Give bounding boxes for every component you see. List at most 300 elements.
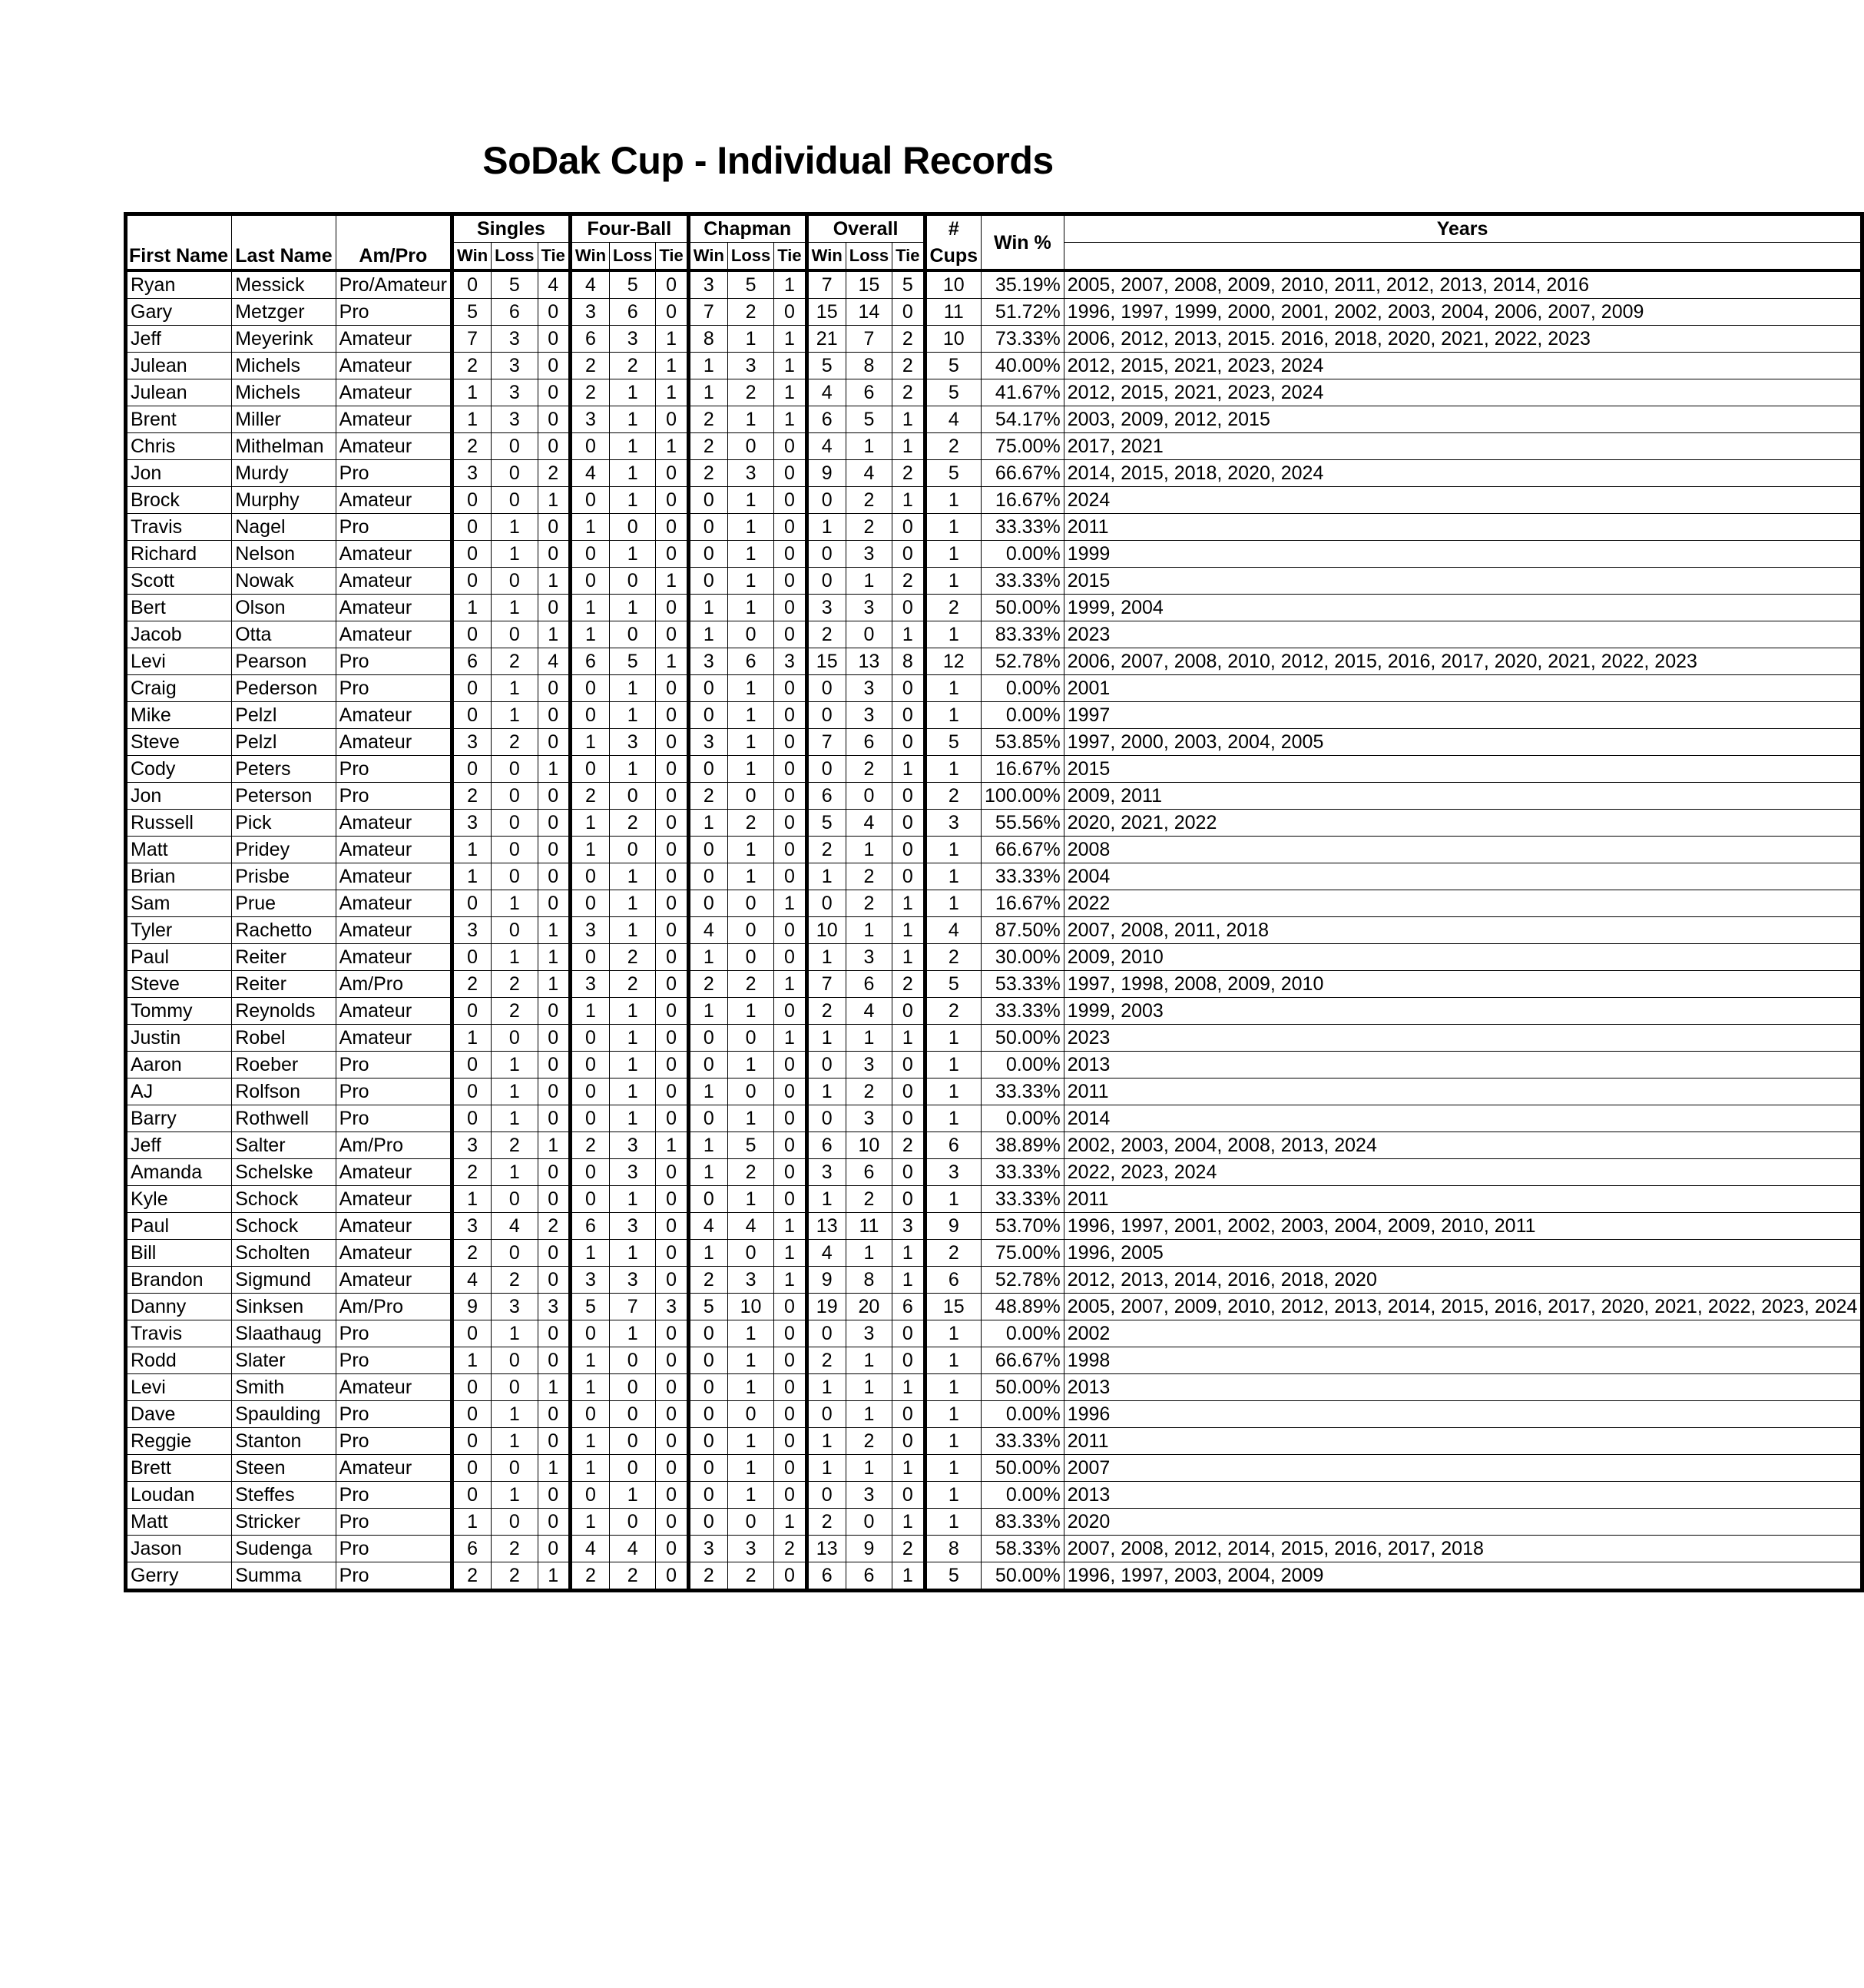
win-pct-cell: 0.00% xyxy=(982,1320,1064,1347)
singles-tie-cell: 0 xyxy=(538,1509,570,1536)
overall-win-cell: 0 xyxy=(806,1401,846,1428)
am-pro-cell: Amateur xyxy=(336,1374,452,1401)
chapman-win-cell: 1 xyxy=(688,998,727,1025)
am-pro-cell: Amateur xyxy=(336,917,452,944)
first-name-cell: Gary xyxy=(126,299,232,326)
singles-loss-cell: 3 xyxy=(492,1294,538,1320)
cups-cell: 1 xyxy=(925,756,982,783)
win-pct-cell: 52.78% xyxy=(982,1267,1064,1294)
singles-win-cell: 1 xyxy=(452,1347,492,1374)
chapman-loss-cell: 2 xyxy=(727,299,773,326)
singles-loss-cell: 1 xyxy=(492,702,538,729)
first-name-cell: Travis xyxy=(126,1320,232,1347)
chapman-tie-cell: 0 xyxy=(774,1320,806,1347)
am-pro-cell: Pro xyxy=(336,675,452,702)
singles-loss-cell: 0 xyxy=(492,1374,538,1401)
overall-loss-cell: 15 xyxy=(846,270,892,299)
chapman-win-cell: 0 xyxy=(688,863,727,890)
fourball-loss-cell: 0 xyxy=(610,1347,656,1374)
chapman-tie-cell: 0 xyxy=(774,299,806,326)
chapman-loss-cell: 1 xyxy=(727,541,773,568)
singles-win-cell: 1 xyxy=(452,1186,492,1213)
header-overall-win: Win xyxy=(806,243,846,271)
chapman-loss-cell: 6 xyxy=(727,648,773,675)
first-name-cell: Loudan xyxy=(126,1482,232,1509)
table-row xyxy=(126,971,1862,998)
last-name-cell: Spaulding xyxy=(232,1401,336,1428)
fourball-loss-cell: 1 xyxy=(610,702,656,729)
fourball-loss-cell: 2 xyxy=(610,810,656,837)
fourball-tie-cell: 1 xyxy=(656,568,688,595)
singles-tie-cell: 0 xyxy=(538,702,570,729)
last-name-cell: Salter xyxy=(232,1132,336,1159)
singles-tie-cell: 0 xyxy=(538,675,570,702)
fourball-tie-cell: 0 xyxy=(656,460,688,487)
overall-loss-cell: 1 xyxy=(846,568,892,595)
header-first-name: First Name xyxy=(126,214,232,271)
cups-cell: 9 xyxy=(925,1213,982,1240)
page-title: SoDak Cup - Individual Records xyxy=(482,139,1054,182)
overall-tie-cell: 0 xyxy=(892,1347,925,1374)
chapman-win-cell: 7 xyxy=(688,299,727,326)
overall-win-cell: 0 xyxy=(806,890,846,917)
chapman-tie-cell: 1 xyxy=(774,890,806,917)
fourball-win-cell: 0 xyxy=(570,1025,609,1052)
overall-tie-cell: 1 xyxy=(892,406,925,433)
fourball-win-cell: 3 xyxy=(570,406,609,433)
last-name-cell: Michels xyxy=(232,353,336,379)
am-pro-cell: Amateur xyxy=(336,326,452,353)
fourball-win-cell: 0 xyxy=(570,890,609,917)
chapman-tie-cell: 0 xyxy=(774,837,806,863)
singles-win-cell: 3 xyxy=(452,1132,492,1159)
win-pct-cell: 53.85% xyxy=(982,729,1064,756)
overall-loss-cell: 2 xyxy=(846,487,892,514)
years-cell: 2011 xyxy=(1064,514,1862,541)
am-pro-cell: Pro xyxy=(336,1428,452,1455)
fourball-tie-cell: 0 xyxy=(656,514,688,541)
first-name-cell: Brett xyxy=(126,1455,232,1482)
singles-loss-cell: 2 xyxy=(492,998,538,1025)
table-row xyxy=(126,433,1862,460)
overall-tie-cell: 0 xyxy=(892,299,925,326)
overall-win-cell: 21 xyxy=(806,326,846,353)
last-name-cell: Reiter xyxy=(232,971,336,998)
overall-win-cell: 2 xyxy=(806,621,846,648)
overall-loss-cell: 2 xyxy=(846,890,892,917)
chapman-tie-cell: 0 xyxy=(774,944,806,971)
singles-loss-cell: 1 xyxy=(492,1482,538,1509)
singles-loss-cell: 1 xyxy=(492,1159,538,1186)
overall-tie-cell: 0 xyxy=(892,1428,925,1455)
singles-tie-cell: 0 xyxy=(538,1159,570,1186)
chapman-loss-cell: 0 xyxy=(727,1240,773,1267)
am-pro-cell: Pro xyxy=(336,1536,452,1562)
fourball-loss-cell: 0 xyxy=(610,621,656,648)
fourball-win-cell: 1 xyxy=(570,1428,609,1455)
cups-cell: 2 xyxy=(925,595,982,621)
singles-loss-cell: 1 xyxy=(492,944,538,971)
overall-loss-cell: 1 xyxy=(846,1455,892,1482)
cups-cell: 1 xyxy=(925,621,982,648)
fourball-tie-cell: 0 xyxy=(656,675,688,702)
table-row xyxy=(126,621,1862,648)
first-name-cell: Craig xyxy=(126,675,232,702)
chapman-tie-cell: 0 xyxy=(774,541,806,568)
fourball-tie-cell: 0 xyxy=(656,1509,688,1536)
am-pro-cell: Pro xyxy=(336,1320,452,1347)
chapman-win-cell: 0 xyxy=(688,1025,727,1052)
chapman-win-cell: 3 xyxy=(688,1536,727,1562)
fourball-loss-cell: 7 xyxy=(610,1294,656,1320)
singles-win-cell: 0 xyxy=(452,1078,492,1105)
fourball-loss-cell: 2 xyxy=(610,944,656,971)
overall-win-cell: 0 xyxy=(806,1482,846,1509)
years-cell: 2014, 2015, 2018, 2020, 2024 xyxy=(1064,460,1862,487)
fourball-loss-cell: 1 xyxy=(610,433,656,460)
overall-win-cell: 2 xyxy=(806,1347,846,1374)
header-fourball-tie: Tie xyxy=(656,243,688,271)
singles-loss-cell: 0 xyxy=(492,1186,538,1213)
chapman-tie-cell: 1 xyxy=(774,379,806,406)
win-pct-cell: 66.67% xyxy=(982,837,1064,863)
fourball-win-cell: 0 xyxy=(570,433,609,460)
cups-cell: 3 xyxy=(925,810,982,837)
table-row xyxy=(126,353,1862,379)
overall-loss-cell: 11 xyxy=(846,1213,892,1240)
chapman-loss-cell: 3 xyxy=(727,1536,773,1562)
singles-tie-cell: 1 xyxy=(538,568,570,595)
cups-cell: 1 xyxy=(925,1482,982,1509)
header-win-pct: Win % xyxy=(982,214,1064,271)
singles-win-cell: 3 xyxy=(452,917,492,944)
cups-cell: 4 xyxy=(925,406,982,433)
win-pct-cell: 38.89% xyxy=(982,1132,1064,1159)
header-years-blank xyxy=(1064,243,1862,271)
fourball-tie-cell: 0 xyxy=(656,1078,688,1105)
win-pct-cell: 50.00% xyxy=(982,1374,1064,1401)
overall-loss-cell: 1 xyxy=(846,837,892,863)
table-row xyxy=(126,1562,1862,1591)
win-pct-cell: 53.70% xyxy=(982,1213,1064,1240)
years-cell: 2014 xyxy=(1064,1105,1862,1132)
overall-loss-cell: 6 xyxy=(846,729,892,756)
chapman-loss-cell: 1 xyxy=(727,998,773,1025)
overall-win-cell: 0 xyxy=(806,1105,846,1132)
overall-tie-cell: 1 xyxy=(892,944,925,971)
first-name-cell: Levi xyxy=(126,648,232,675)
fourball-tie-cell: 0 xyxy=(656,837,688,863)
header-group-chapman: Chapman xyxy=(688,214,806,243)
overall-tie-cell: 8 xyxy=(892,648,925,675)
fourball-tie-cell: 0 xyxy=(656,270,688,299)
years-cell: 1996, 1997, 2003, 2004, 2009 xyxy=(1064,1562,1862,1591)
fourball-win-cell: 0 xyxy=(570,568,609,595)
fourball-win-cell: 0 xyxy=(570,1482,609,1509)
fourball-tie-cell: 1 xyxy=(656,648,688,675)
header-cups-bottom: Cups xyxy=(925,243,982,271)
first-name-cell: Justin xyxy=(126,1025,232,1052)
years-cell: 2011 xyxy=(1064,1428,1862,1455)
singles-loss-cell: 0 xyxy=(492,1455,538,1482)
fourball-loss-cell: 5 xyxy=(610,270,656,299)
singles-win-cell: 0 xyxy=(452,1401,492,1428)
overall-loss-cell: 0 xyxy=(846,783,892,810)
overall-win-cell: 0 xyxy=(806,1320,846,1347)
overall-win-cell: 13 xyxy=(806,1536,846,1562)
overall-loss-cell: 7 xyxy=(846,326,892,353)
overall-loss-cell: 3 xyxy=(846,702,892,729)
fourball-win-cell: 0 xyxy=(570,756,609,783)
singles-loss-cell: 4 xyxy=(492,1213,538,1240)
singles-loss-cell: 0 xyxy=(492,487,538,514)
am-pro-cell: Pro/Amateur xyxy=(336,270,452,299)
singles-tie-cell: 2 xyxy=(538,460,570,487)
am-pro-cell: Am/Pro xyxy=(336,971,452,998)
chapman-loss-cell: 1 xyxy=(727,1428,773,1455)
win-pct-cell: 40.00% xyxy=(982,353,1064,379)
chapman-loss-cell: 0 xyxy=(727,1078,773,1105)
first-name-cell: Brian xyxy=(126,863,232,890)
win-pct-cell: 51.72% xyxy=(982,299,1064,326)
overall-loss-cell: 2 xyxy=(846,1078,892,1105)
am-pro-cell: Amateur xyxy=(336,487,452,514)
first-name-cell: Scott xyxy=(126,568,232,595)
overall-win-cell: 3 xyxy=(806,1159,846,1186)
table-row xyxy=(126,1186,1862,1213)
fourball-loss-cell: 3 xyxy=(610,1159,656,1186)
years-cell: 2024 xyxy=(1064,487,1862,514)
cups-cell: 5 xyxy=(925,379,982,406)
overall-win-cell: 1 xyxy=(806,514,846,541)
overall-tie-cell: 1 xyxy=(892,1025,925,1052)
cups-cell: 1 xyxy=(925,1509,982,1536)
singles-win-cell: 3 xyxy=(452,810,492,837)
overall-win-cell: 4 xyxy=(806,433,846,460)
years-cell: 2012, 2015, 2021, 2023, 2024 xyxy=(1064,379,1862,406)
am-pro-cell: Amateur xyxy=(336,1186,452,1213)
overall-win-cell: 0 xyxy=(806,541,846,568)
win-pct-cell: 33.33% xyxy=(982,1159,1064,1186)
cups-cell: 2 xyxy=(925,1240,982,1267)
singles-win-cell: 0 xyxy=(452,890,492,917)
years-cell: 2011 xyxy=(1064,1078,1862,1105)
cups-cell: 1 xyxy=(925,1320,982,1347)
first-name-cell: Bill xyxy=(126,1240,232,1267)
win-pct-cell: 66.67% xyxy=(982,1347,1064,1374)
overall-win-cell: 5 xyxy=(806,810,846,837)
singles-loss-cell: 3 xyxy=(492,326,538,353)
first-name-cell: Jeff xyxy=(126,1132,232,1159)
years-cell: 2007, 2008, 2011, 2018 xyxy=(1064,917,1862,944)
am-pro-cell: Amateur xyxy=(336,595,452,621)
table-row xyxy=(126,810,1862,837)
table-row xyxy=(126,514,1862,541)
fourball-loss-cell: 6 xyxy=(610,299,656,326)
chapman-win-cell: 1 xyxy=(688,1132,727,1159)
overall-loss-cell: 3 xyxy=(846,944,892,971)
chapman-tie-cell: 0 xyxy=(774,1482,806,1509)
fourball-loss-cell: 1 xyxy=(610,1482,656,1509)
cups-cell: 2 xyxy=(925,944,982,971)
chapman-tie-cell: 1 xyxy=(774,1267,806,1294)
years-cell: 2022 xyxy=(1064,890,1862,917)
singles-win-cell: 5 xyxy=(452,299,492,326)
singles-loss-cell: 2 xyxy=(492,648,538,675)
first-name-cell: Aaron xyxy=(126,1052,232,1078)
chapman-tie-cell: 0 xyxy=(774,1132,806,1159)
table-row xyxy=(126,487,1862,514)
header-chapman-loss: Loss xyxy=(727,243,773,271)
cups-cell: 1 xyxy=(925,1401,982,1428)
fourball-win-cell: 0 xyxy=(570,487,609,514)
singles-loss-cell: 0 xyxy=(492,917,538,944)
chapman-tie-cell: 0 xyxy=(774,998,806,1025)
chapman-win-cell: 2 xyxy=(688,433,727,460)
fourball-tie-cell: 0 xyxy=(656,1347,688,1374)
overall-loss-cell: 3 xyxy=(846,541,892,568)
first-name-cell: Jacob xyxy=(126,621,232,648)
singles-tie-cell: 3 xyxy=(538,1294,570,1320)
table-row xyxy=(126,1294,1862,1320)
singles-loss-cell: 1 xyxy=(492,514,538,541)
chapman-loss-cell: 0 xyxy=(727,1401,773,1428)
singles-loss-cell: 5 xyxy=(492,270,538,299)
singles-tie-cell: 0 xyxy=(538,299,570,326)
years-cell: 2006, 2007, 2008, 2010, 2012, 2015, 2016, 2017, 2020, 2021, 2022, 2023 xyxy=(1064,648,1862,675)
overall-loss-cell: 3 xyxy=(846,595,892,621)
singles-win-cell: 3 xyxy=(452,1213,492,1240)
fourball-loss-cell: 0 xyxy=(610,1428,656,1455)
years-cell: 2006, 2012, 2013, 2015. 2016, 2018, 2020, 2021, 2022, 2023 xyxy=(1064,326,1862,353)
chapman-tie-cell: 0 xyxy=(774,1186,806,1213)
years-cell: 2005, 2007, 2008, 2009, 2010, 2011, 2012, 2013, 2014, 2016 xyxy=(1064,270,1862,299)
years-cell: 2015 xyxy=(1064,568,1862,595)
fourball-win-cell: 4 xyxy=(570,460,609,487)
chapman-loss-cell: 2 xyxy=(727,810,773,837)
cups-cell: 6 xyxy=(925,1267,982,1294)
years-cell: 2007 xyxy=(1064,1455,1862,1482)
am-pro-cell: Amateur xyxy=(336,998,452,1025)
overall-loss-cell: 4 xyxy=(846,998,892,1025)
overall-loss-cell: 6 xyxy=(846,971,892,998)
first-name-cell: Rodd xyxy=(126,1347,232,1374)
years-cell: 2005, 2007, 2009, 2010, 2012, 2013, 2014, 2015, 2016, 2017, 2020, 2021, 2022, 2023, 2024 xyxy=(1064,1294,1862,1320)
first-name-cell: Cody xyxy=(126,756,232,783)
singles-loss-cell: 0 xyxy=(492,1509,538,1536)
singles-tie-cell: 1 xyxy=(538,917,570,944)
table-row xyxy=(126,299,1862,326)
fourball-tie-cell: 0 xyxy=(656,1482,688,1509)
overall-loss-cell: 6 xyxy=(846,379,892,406)
overall-win-cell: 0 xyxy=(806,675,846,702)
cups-cell: 1 xyxy=(925,541,982,568)
am-pro-cell: Pro xyxy=(336,1052,452,1078)
chapman-win-cell: 2 xyxy=(688,406,727,433)
singles-win-cell: 0 xyxy=(452,1455,492,1482)
singles-loss-cell: 1 xyxy=(492,595,538,621)
overall-win-cell: 1 xyxy=(806,1186,846,1213)
singles-win-cell: 1 xyxy=(452,1025,492,1052)
header-chapman-win: Win xyxy=(688,243,727,271)
overall-loss-cell: 2 xyxy=(846,863,892,890)
singles-tie-cell: 0 xyxy=(538,863,570,890)
singles-tie-cell: 1 xyxy=(538,1132,570,1159)
singles-tie-cell: 0 xyxy=(538,406,570,433)
overall-loss-cell: 3 xyxy=(846,1052,892,1078)
fourball-tie-cell: 0 xyxy=(656,1536,688,1562)
chapman-loss-cell: 1 xyxy=(727,514,773,541)
overall-tie-cell: 1 xyxy=(892,1562,925,1591)
chapman-tie-cell: 0 xyxy=(774,675,806,702)
chapman-loss-cell: 2 xyxy=(727,1562,773,1591)
first-name-cell: Jason xyxy=(126,1536,232,1562)
am-pro-cell: Amateur xyxy=(336,353,452,379)
win-pct-cell: 0.00% xyxy=(982,675,1064,702)
chapman-tie-cell: 1 xyxy=(774,1025,806,1052)
chapman-win-cell: 1 xyxy=(688,1240,727,1267)
chapman-win-cell: 1 xyxy=(688,379,727,406)
chapman-win-cell: 1 xyxy=(688,1078,727,1105)
fourball-tie-cell: 0 xyxy=(656,998,688,1025)
cups-cell: 1 xyxy=(925,514,982,541)
fourball-win-cell: 4 xyxy=(570,270,609,299)
table-row xyxy=(126,1320,1862,1347)
fourball-loss-cell: 3 xyxy=(610,729,656,756)
overall-loss-cell: 0 xyxy=(846,621,892,648)
chapman-loss-cell: 1 xyxy=(727,326,773,353)
singles-loss-cell: 1 xyxy=(492,1401,538,1428)
am-pro-cell: Pro xyxy=(336,648,452,675)
singles-tie-cell: 0 xyxy=(538,1482,570,1509)
cups-cell: 1 xyxy=(925,1428,982,1455)
fourball-loss-cell: 1 xyxy=(610,998,656,1025)
last-name-cell: Miller xyxy=(232,406,336,433)
table-row xyxy=(126,756,1862,783)
singles-loss-cell: 0 xyxy=(492,621,538,648)
fourball-tie-cell: 0 xyxy=(656,810,688,837)
fourball-loss-cell: 1 xyxy=(610,863,656,890)
last-name-cell: Rachetto xyxy=(232,917,336,944)
fourball-loss-cell: 1 xyxy=(610,756,656,783)
header-last-name: Last Name xyxy=(232,214,336,271)
chapman-win-cell: 1 xyxy=(688,595,727,621)
last-name-cell: Rothwell xyxy=(232,1105,336,1132)
last-name-cell: Stanton xyxy=(232,1428,336,1455)
first-name-cell: Barry xyxy=(126,1105,232,1132)
fourball-win-cell: 0 xyxy=(570,1186,609,1213)
fourball-tie-cell: 0 xyxy=(656,1052,688,1078)
chapman-win-cell: 0 xyxy=(688,756,727,783)
table-row xyxy=(126,1482,1862,1509)
win-pct-cell: 30.00% xyxy=(982,944,1064,971)
singles-tie-cell: 1 xyxy=(538,971,570,998)
fourball-tie-cell: 0 xyxy=(656,621,688,648)
fourball-tie-cell: 0 xyxy=(656,487,688,514)
header-am-pro: Am/Pro xyxy=(336,214,452,271)
chapman-loss-cell: 4 xyxy=(727,1213,773,1240)
overall-tie-cell: 0 xyxy=(892,675,925,702)
table-row xyxy=(126,1240,1862,1267)
fourball-loss-cell: 2 xyxy=(610,353,656,379)
fourball-win-cell: 0 xyxy=(570,541,609,568)
overall-loss-cell: 0 xyxy=(846,1509,892,1536)
singles-win-cell: 6 xyxy=(452,1536,492,1562)
years-cell: 2017, 2021 xyxy=(1064,433,1862,460)
first-name-cell: Ryan xyxy=(126,270,232,299)
singles-tie-cell: 0 xyxy=(538,1240,570,1267)
singles-loss-cell: 3 xyxy=(492,379,538,406)
